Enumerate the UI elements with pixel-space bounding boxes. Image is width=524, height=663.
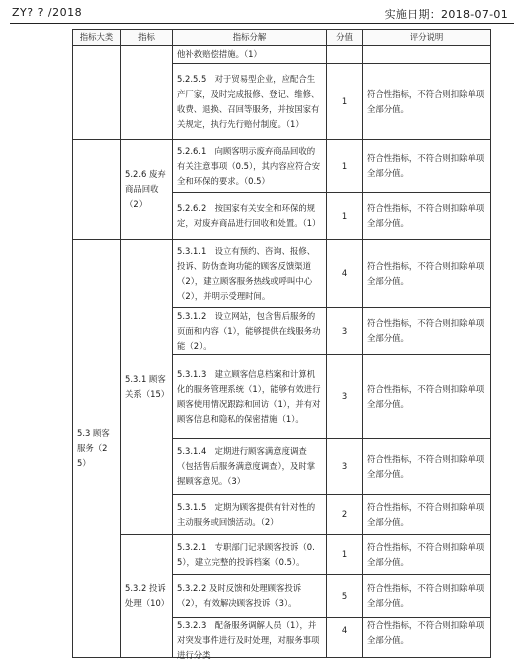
explanation-cell: 符合性指标，不符合则扣除单项全部分值。	[363, 140, 491, 193]
score-cell: 1	[327, 535, 363, 575]
breakdown-cell: 5.3.1.3 建立顾客信息档案和计算机化的服务管理系统（1），能够有效进行顾客使用情况跟踪和回访（1），并有对顾客信息和隐私的保密措施（1）。	[173, 355, 327, 439]
scoring-table	[72, 29, 491, 658]
breakdown-cell: 5.2.6.1 向顾客明示废弃商品回收的有关注意事项（0.5），其内容应符合安全和环保的要求。（0.5）	[173, 140, 327, 193]
breakdown-cell: 5.3.2.2 及时反馈和处理顾客投诉（2），有效解决顾客投诉（3）。	[173, 575, 327, 618]
column-header-indicator: 指标	[121, 30, 173, 46]
indicator-cell: 5.2.6 废弃商品回收（2）	[121, 140, 173, 240]
breakdown-cell: 5.3.1.1 设立有预约、咨询、报修、投诉、防伪查询功能的顾客反馈渠道（2），建立顾客服务热线或呼叫中心（2），并明示受理时间。	[173, 240, 327, 308]
document-code: ZY? ? /2018	[12, 6, 83, 19]
score-cell: 3	[327, 439, 363, 495]
score-cell: 1	[327, 64, 363, 140]
score-cell	[327, 618, 363, 658]
table-row	[73, 535, 491, 575]
breakdown-cell	[173, 618, 327, 658]
explanation-cell: 符合性指标，不符合则扣除单项全部分值。	[363, 535, 491, 575]
score-cell: 1	[327, 140, 363, 193]
score-cell: 5	[327, 575, 363, 618]
indicator-cell: 5.3.1 顾客关系（15）	[121, 240, 173, 535]
indicator-cell: 5.3.2 投诉处理（10）	[121, 535, 173, 658]
category-cell: 5.3 顾客服务（25）	[73, 240, 121, 658]
table-header-row	[73, 30, 491, 46]
table-row	[73, 46, 491, 64]
indicator-cell	[121, 46, 173, 140]
score-cell	[327, 46, 363, 64]
column-header-category: 指标大类	[73, 30, 121, 46]
column-header-breakdown: 指标分解	[173, 30, 327, 46]
breakdown-cell: 5.3.1.5 定期为顾客提供有针对性的主动服务或回馈活动。（2）	[173, 495, 327, 535]
score-cell: 1	[327, 193, 363, 240]
explanation-cell: 符合性指标，不符合则扣除单项全部分值。	[363, 575, 491, 618]
table-row	[73, 240, 491, 308]
breakdown-cell: 5.3.1.2 设立网站，包含售后服务的页面和内容（1），能够提供在线服务功能（2）。	[173, 308, 327, 355]
column-header-explanation: 评分说明	[363, 30, 491, 46]
explanation-cell: 符合性指标，不符合则扣除单项全部分值。	[363, 495, 491, 535]
explanation-cell: 符合性指标，不符合则扣除单项全部分值。	[363, 64, 491, 140]
breakdown-cell: 他补救赔偿措施。（1）	[173, 46, 327, 64]
breakdown-cell: 5.2.5.5 对于贸易型企业，应配合生产厂家，及时完成报修、登记、维修、收费、退换、召回等服务，并按国家有关规定，执行先行赔付制度。（1）	[173, 64, 327, 140]
score-cell: 3	[327, 355, 363, 439]
breakdown-cell: 5.3.1.4 定期进行顾客满意度调查（包括售后服务满意度调查），及时掌握顾客意见。（3）	[173, 439, 327, 495]
score-cell: 3	[327, 308, 363, 355]
breakdown-text: 5.3.2.3 配备服务调解人员（1），并对突发事件进行及时处理，对服务事项进行分类	[177, 620, 320, 660]
header-rule	[10, 23, 514, 24]
table-row	[73, 140, 491, 193]
score-cell: 2	[327, 495, 363, 535]
explanation-cell	[363, 618, 491, 658]
category-cell-continued	[73, 46, 121, 140]
explanation-cell: 符合性指标，不符合则扣除单项全部分值。	[363, 308, 491, 355]
explanation-cell: 符合性指标，不符合则扣除单项全部分值。	[363, 240, 491, 308]
explanation-cell	[363, 46, 491, 64]
implementation-date: 实施日期：2018-07-01	[384, 8, 508, 21]
page-header	[0, 0, 524, 24]
explanation-text: 符合性指标，不符合则扣除单项全部分值。	[367, 620, 485, 645]
column-header-score: 分值	[327, 30, 363, 46]
score-cell: 4	[327, 240, 363, 308]
explanation-cell: 符合性指标，不符合则扣除单项全部分值。	[363, 355, 491, 439]
score-text: 4	[341, 625, 348, 635]
breakdown-cell: 5.3.2.1 专职部门记录顾客投诉（0.5），建立完整的投诉档案（0.5）。	[173, 535, 327, 575]
explanation-cell: 符合性指标，不符合则扣除单项全部分值。	[363, 193, 491, 240]
category-cell-continued	[73, 140, 121, 240]
explanation-cell: 符合性指标，不符合则扣除单项全部分值。	[363, 439, 491, 495]
breakdown-cell: 5.2.6.2 按国家有关安全和环保的规定，对废弃商品进行回收和处置。（1）	[173, 193, 327, 240]
